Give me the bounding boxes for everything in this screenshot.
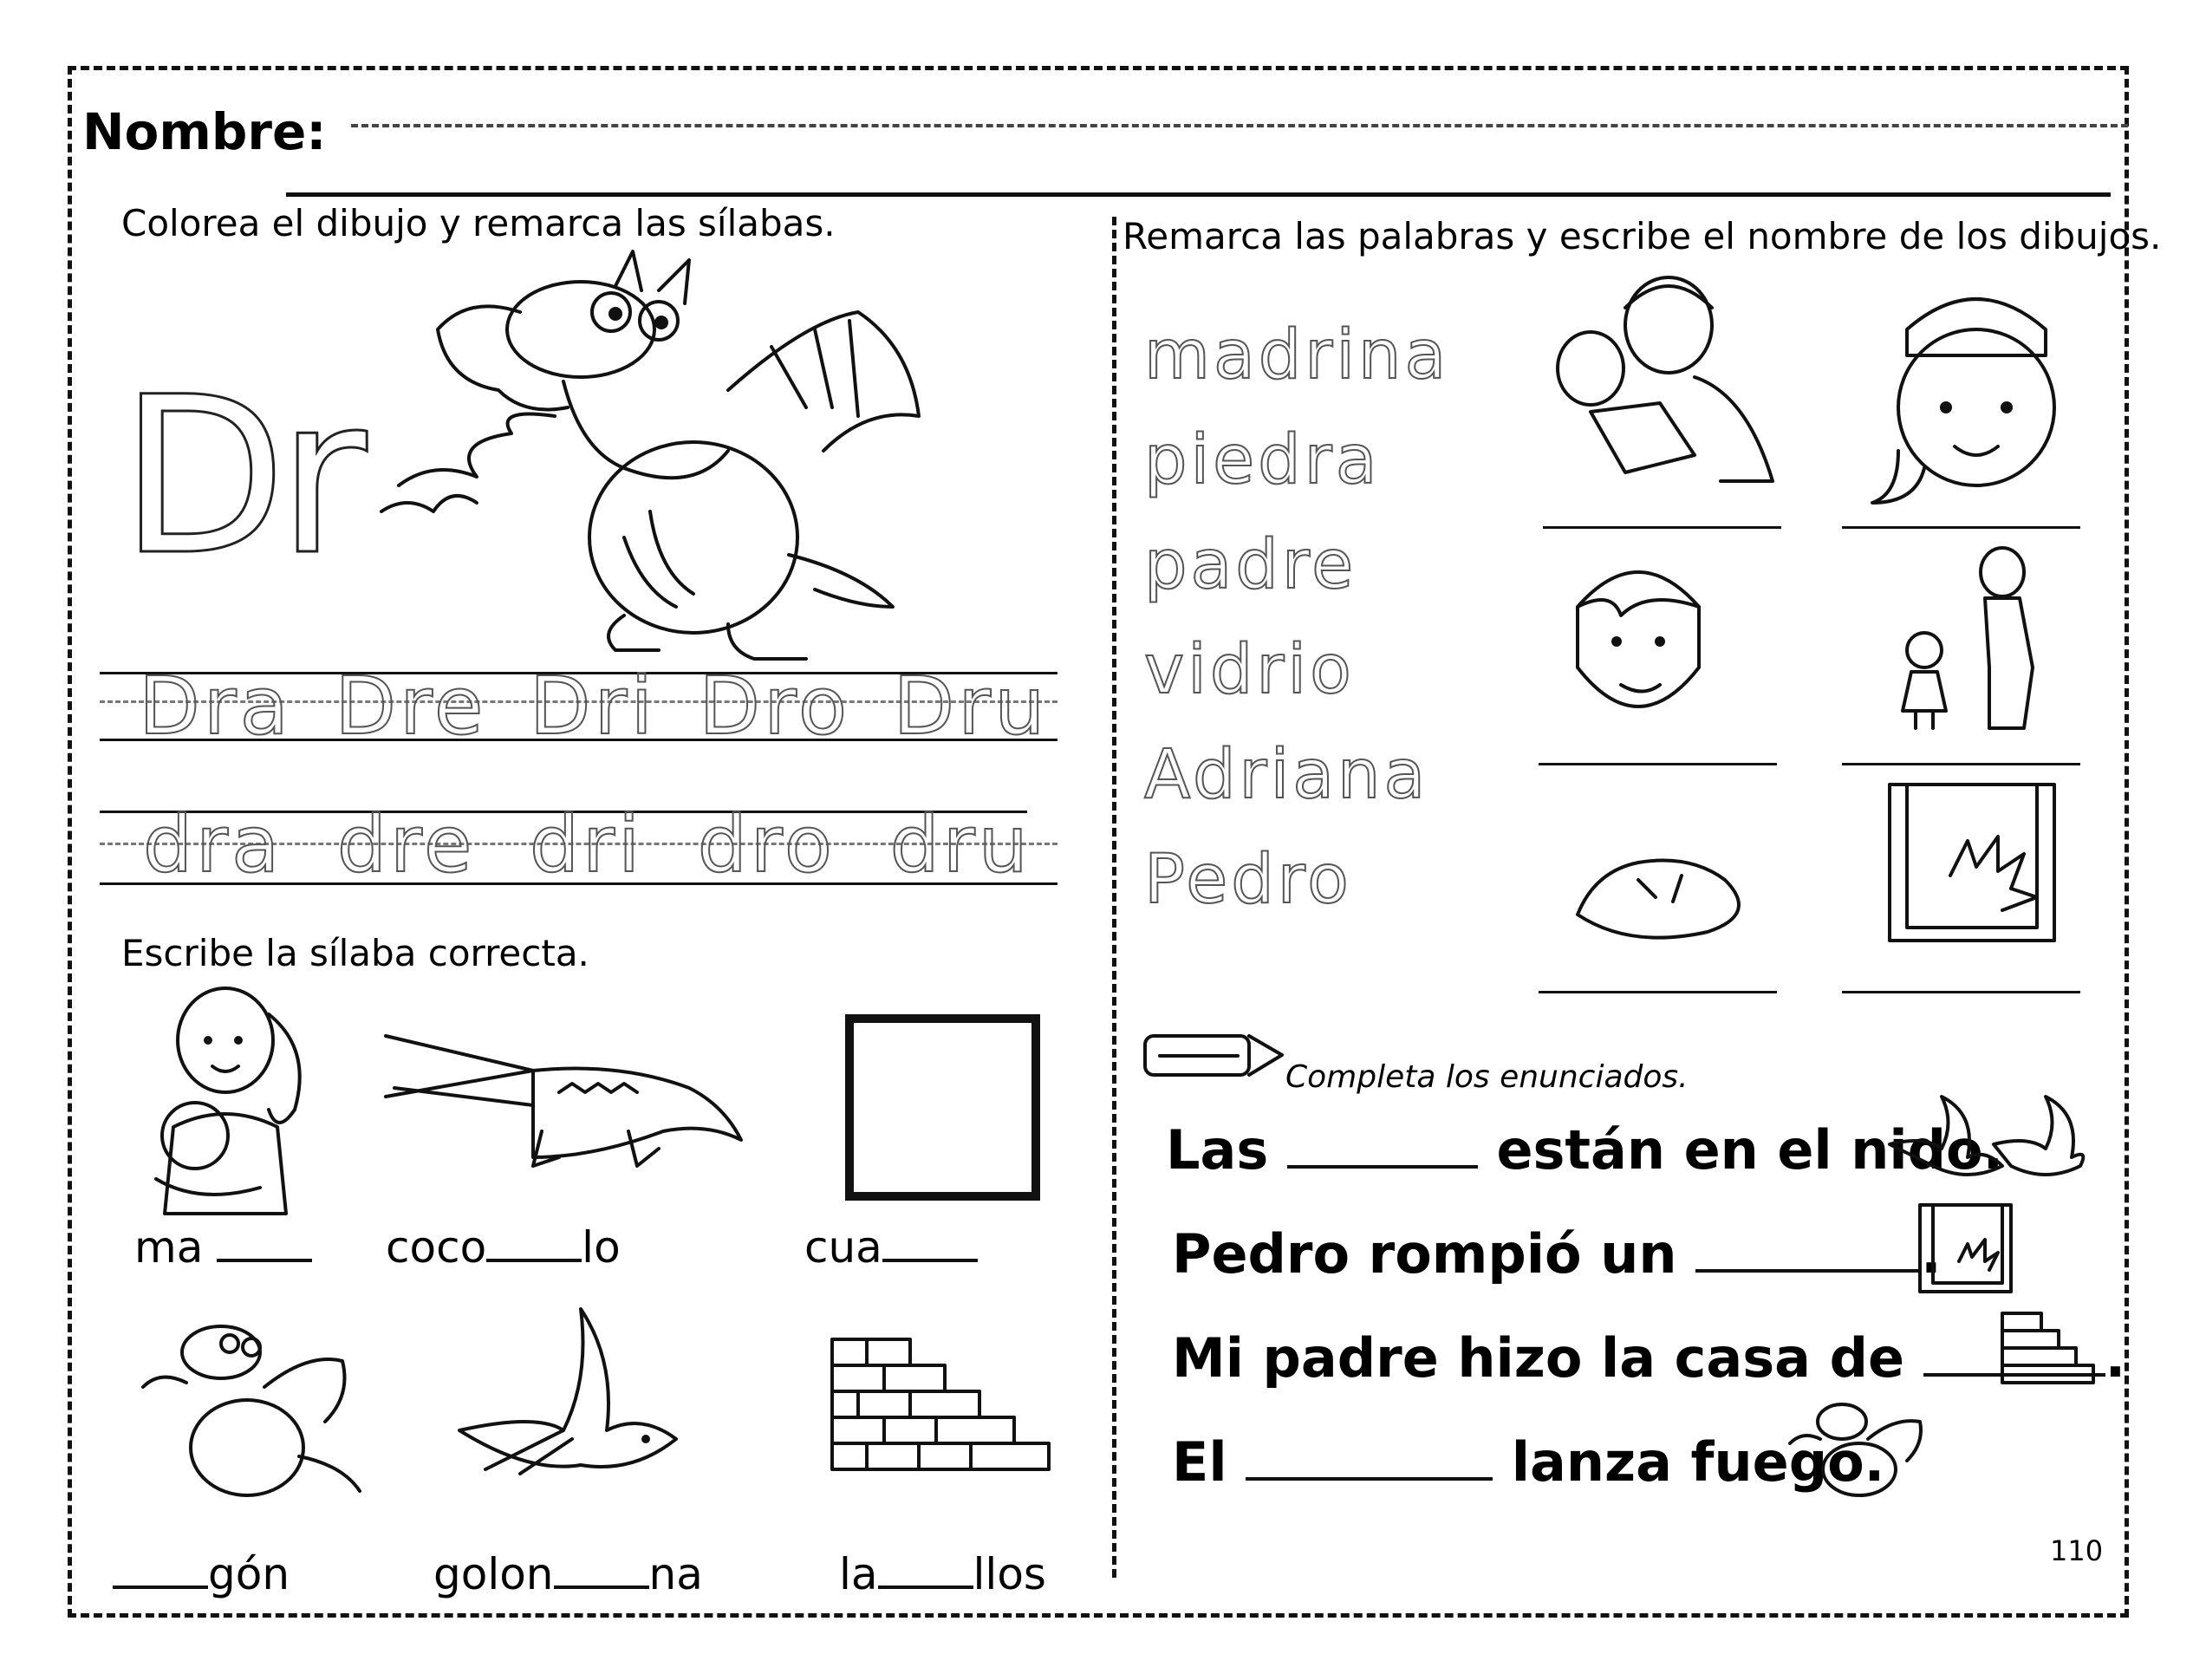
instruction-syllable: Escribe la sílaba correcta. xyxy=(121,932,589,974)
blank-golon[interactable] xyxy=(554,1551,649,1589)
name-label: Nombre: xyxy=(82,102,327,161)
word-cocodrilo xyxy=(386,1222,621,1273)
big-letters-dr: Dr xyxy=(120,350,359,602)
trace-word-pedro: Pedro xyxy=(1144,841,1352,919)
word-golondrina xyxy=(433,1549,703,1599)
trace-word-list xyxy=(1144,303,1449,933)
word-dragon xyxy=(113,1549,290,1599)
trace-word-piedra: piedra xyxy=(1144,421,1381,499)
crocodile-icon xyxy=(368,1019,750,1175)
sentence-4-blank[interactable] xyxy=(1246,1434,1493,1481)
swallow-pair-icon xyxy=(1881,1097,2089,1179)
sentence-3-pre: Mi padre hizo la casa de xyxy=(1172,1326,1905,1390)
trace-lower-syllables: dra dre dri dro dru xyxy=(143,799,1031,890)
woman-girl-icon xyxy=(1881,546,2072,733)
name-write-line[interactable] xyxy=(286,192,2111,197)
instruction-color: Colorea el dibujo y remarca las sílabas. xyxy=(121,202,836,244)
blank-coco[interactable] xyxy=(486,1224,582,1262)
blank-cua[interactable] xyxy=(882,1224,978,1262)
word-cua-pre: cua xyxy=(804,1222,882,1273)
sentence-3-post: . xyxy=(2105,1326,2126,1390)
man-child-reading-icon xyxy=(1539,273,1781,498)
woman-baby-icon xyxy=(139,980,312,1214)
instruction-words: Remarca las palabras y escribe el nombre de los dibujos. xyxy=(1123,215,2162,257)
word-la-pre: la xyxy=(839,1549,878,1599)
rock-icon xyxy=(1569,854,1760,941)
page-number: 110 xyxy=(2050,1534,2104,1567)
sentence-4 xyxy=(1172,1430,1884,1494)
sentence-1-blank[interactable] xyxy=(1287,1122,1478,1169)
broken-window-small-icon xyxy=(1916,1201,2015,1296)
sentence-2-post: . xyxy=(1921,1222,1942,1286)
instruction-sentences: Completa los enunciados. xyxy=(1285,1059,1689,1095)
column-divider xyxy=(1112,217,1116,1578)
dragon-icon xyxy=(364,251,927,667)
word-coco-post: lo xyxy=(582,1222,621,1273)
dragon-small-icon xyxy=(126,1309,368,1508)
word-ladrillos xyxy=(839,1549,1046,1599)
word-coco-pre: coco xyxy=(386,1222,487,1273)
brick-wall-icon xyxy=(823,1322,1057,1487)
answer-line-2[interactable] xyxy=(1842,526,2080,529)
pencil-icon xyxy=(1142,1032,1285,1079)
word-la-post: llos xyxy=(973,1549,1046,1599)
answer-line-4[interactable] xyxy=(1842,763,2080,765)
broken-window-icon xyxy=(1881,780,2063,945)
brick-wall-small-icon xyxy=(1998,1305,2111,1400)
answer-line-6[interactable] xyxy=(1842,991,2080,993)
sentence-1-post: están en el nido. xyxy=(1496,1118,2004,1182)
trace-word-adriana: Adriana xyxy=(1144,736,1429,814)
sentence-2 xyxy=(1172,1222,1942,1286)
answer-line-3[interactable] xyxy=(1539,763,1777,765)
sentence-3 xyxy=(1172,1326,2125,1390)
sentence-4-pre: El xyxy=(1172,1430,1227,1494)
word-ma-pre: ma xyxy=(134,1222,204,1273)
word-dragon-post: gón xyxy=(208,1549,290,1599)
word-golon-pre: golon xyxy=(433,1549,554,1599)
blank-dragon[interactable] xyxy=(113,1551,208,1589)
sentence-1 xyxy=(1166,1118,2003,1182)
answer-line-1[interactable] xyxy=(1543,526,1781,529)
square-icon xyxy=(845,1014,1044,1205)
word-golon-post: na xyxy=(648,1549,703,1599)
trace-word-madrina: madrina xyxy=(1144,316,1450,394)
blank-ma[interactable] xyxy=(217,1224,312,1262)
trace-word-padre: padre xyxy=(1144,526,1357,604)
sentence-2-blank[interactable] xyxy=(1695,1226,1921,1273)
sentence-1-pre: Las xyxy=(1166,1118,1269,1182)
man-face-icon xyxy=(1560,555,1716,728)
trace-word-vidrio: vidrio xyxy=(1144,631,1355,709)
dragon-tiny-icon xyxy=(1781,1396,1937,1500)
trace-upper-syllables: Dra Dre Dri Dro Dru xyxy=(139,660,1049,752)
word-cuadro xyxy=(804,1222,978,1273)
swallow-icon xyxy=(451,1300,693,1474)
name-dashed-line xyxy=(351,124,2128,127)
word-ma xyxy=(134,1222,312,1273)
answer-line-5[interactable] xyxy=(1539,991,1777,993)
sentence-4-post: lanza fuego. xyxy=(1511,1430,1885,1494)
blank-la[interactable] xyxy=(878,1551,973,1589)
nurse-face-icon xyxy=(1864,277,2080,503)
sentence-2-pre: Pedro rompió un xyxy=(1172,1222,1677,1286)
